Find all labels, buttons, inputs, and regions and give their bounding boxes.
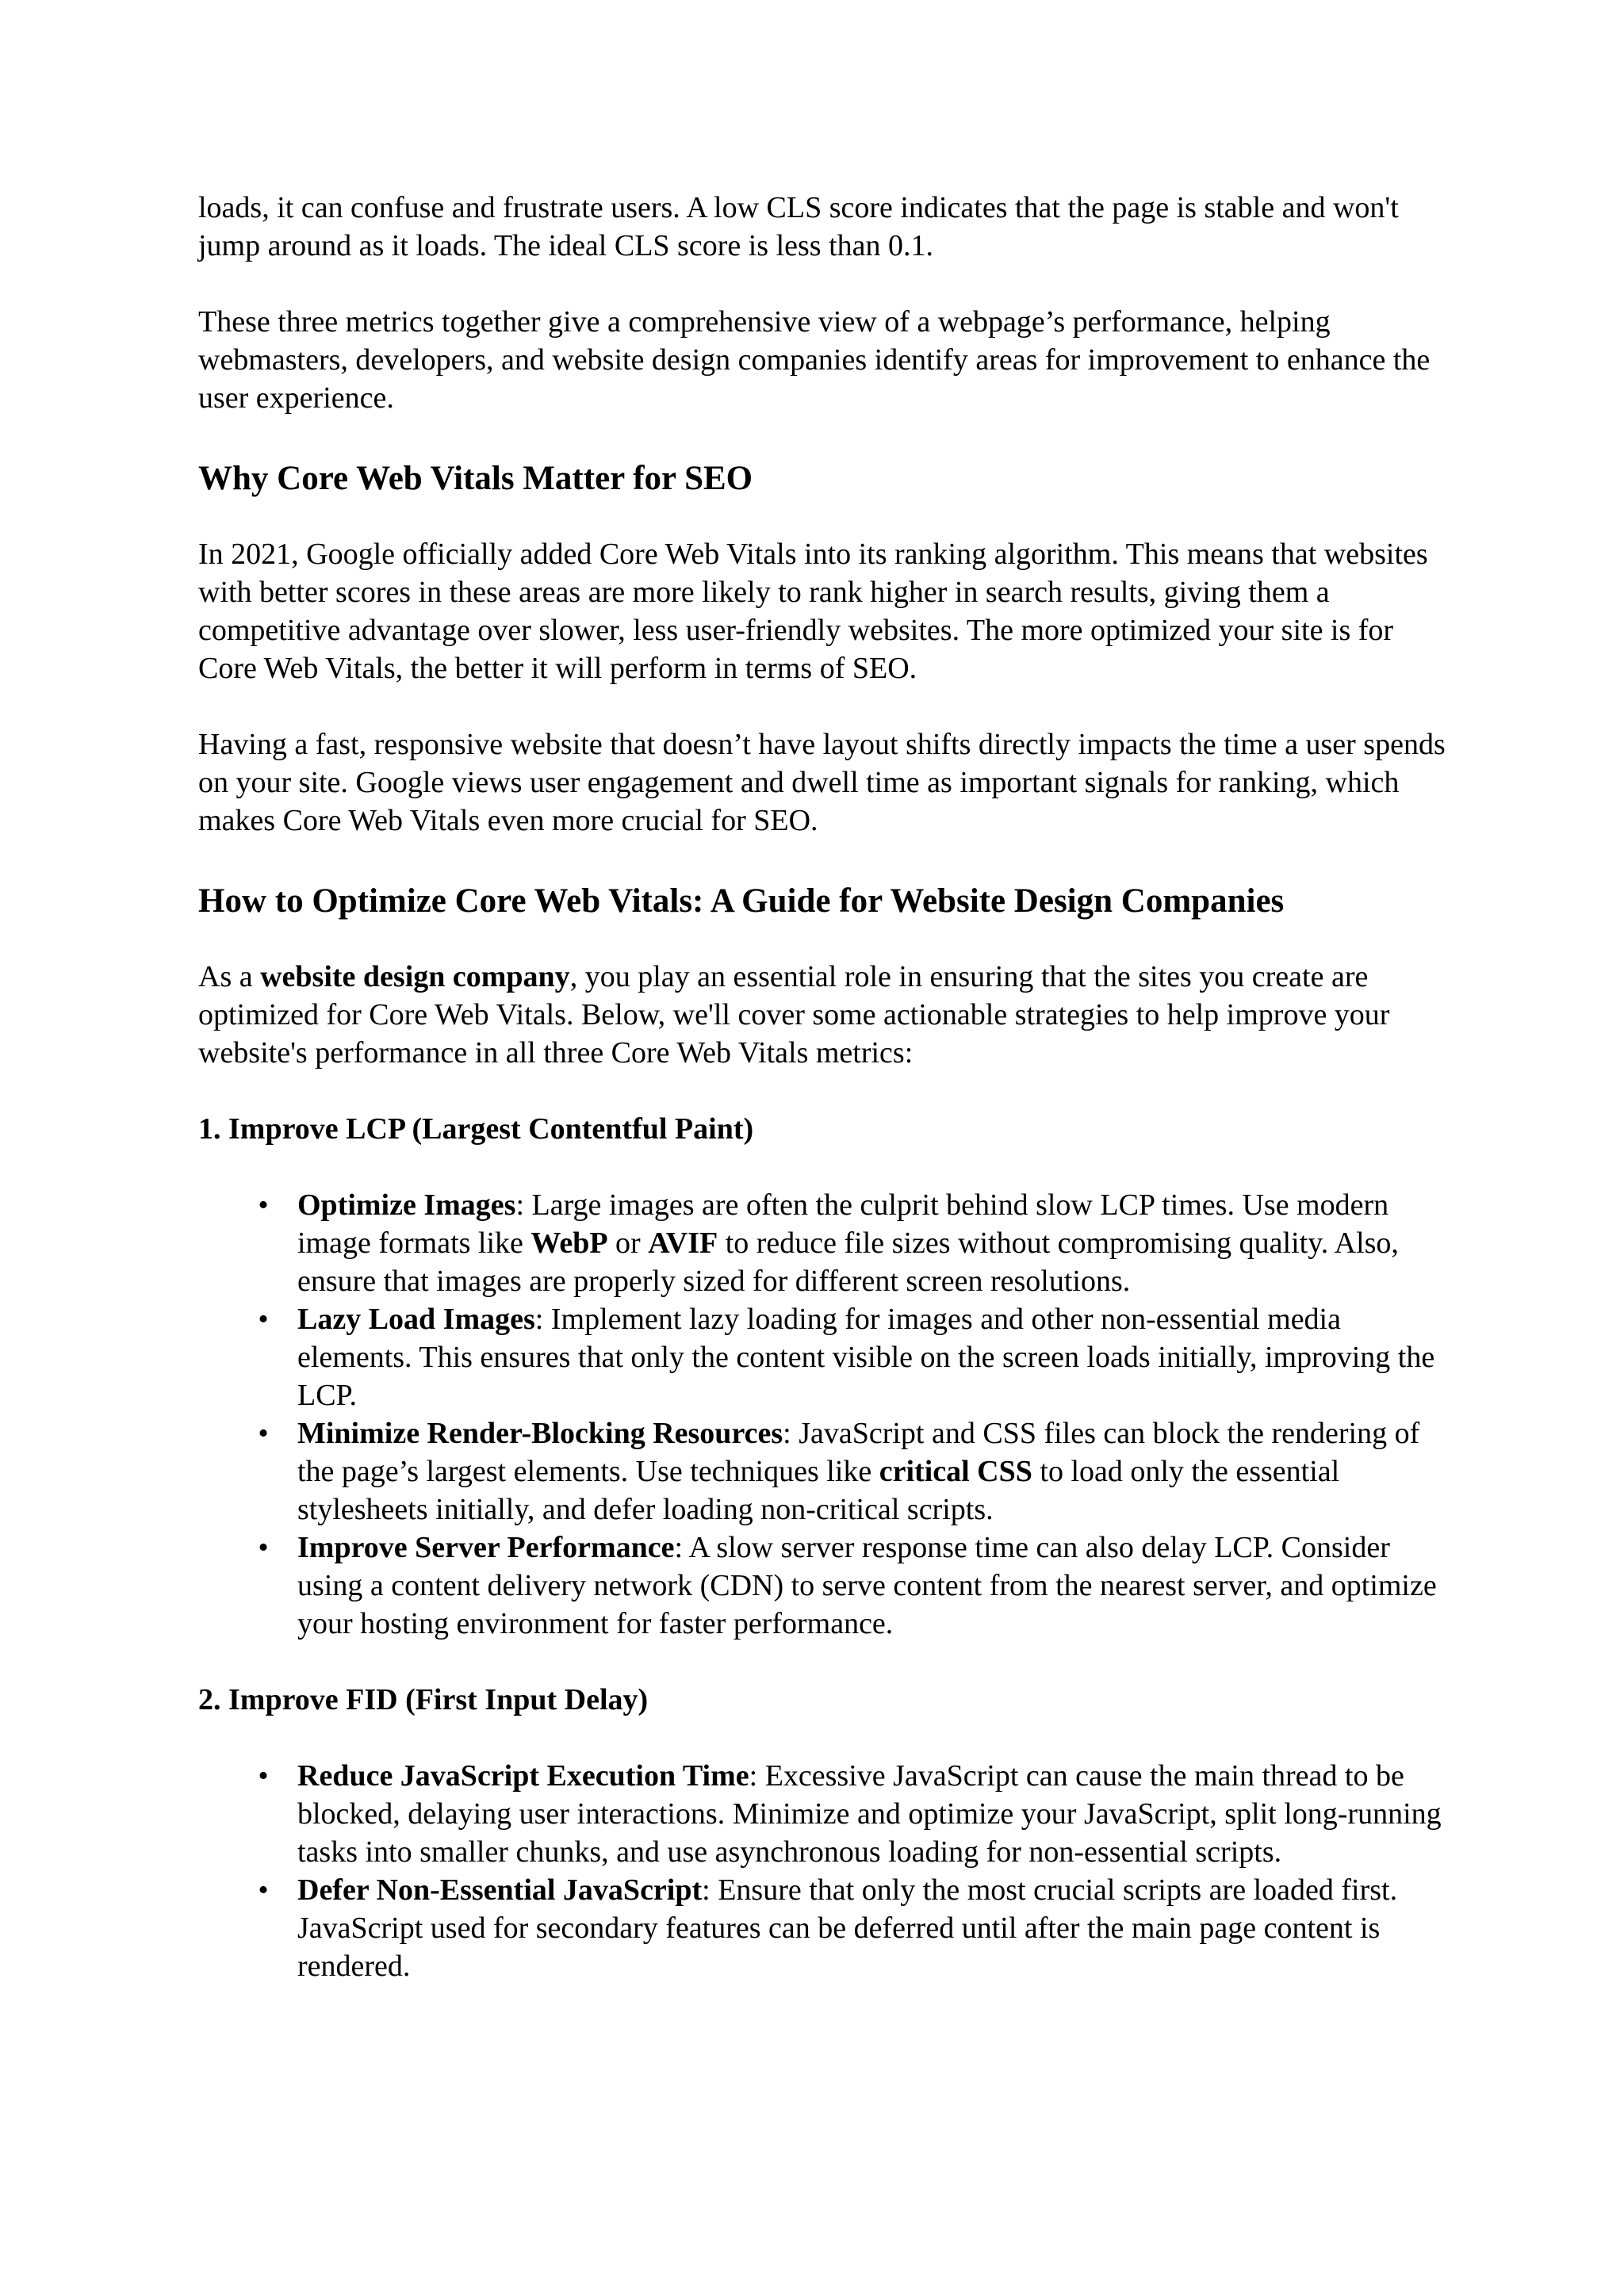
list-item-optimize-images (198, 1186, 1451, 1300)
list-item-title: Reduce JavaScript Execution Time (297, 1759, 749, 1793)
text-run: : Ensure that only the most crucial scripts are loaded first. JavaScript used for secondary features can be deferred until after the main page content is rendered. (297, 1873, 1398, 1983)
list-item-lazy-load (198, 1300, 1451, 1414)
text-run: , you play an essential role in ensuring that the sites you create are optimized for Core Web Vitals. Below, we'll cover some actionable strategies to help improve your website's performance in all three Core Web Vitals metrics: (198, 960, 1390, 1070)
text-run: : A slow server response time can also delay LCP. Consider using a content delivery network (CDN) to serve content from the nearest server, and optimize your hosting environment for faster performance. (297, 1531, 1437, 1640)
text-run: : Implement lazy loading for images and other non-essential media elements. This ensures that only the content visible on the screen loads initially, improving the LCP. (297, 1303, 1435, 1412)
heading-why-cwv-matter: Why Core Web Vitals Matter for SEO (198, 460, 753, 497)
bullet-icon: • (258, 1531, 269, 1564)
paragraph-google-ranking: In 2021, Google officially added Core Web Vitals into its ranking algorithm. This means that websites with better scores in these areas are more likely to rank higher in search results, giving them a competitive advantage over slower, less user-friendly websites. The more optimized your site is for Core Web Vitals, the better it will perform in terms of SEO. (198, 538, 1428, 685)
text-run: to load only the essential stylesheets initially, and defer loading non-critical scripts. (297, 1455, 1340, 1526)
lcp-strategy-list (198, 1186, 1451, 1643)
text-run: : Excessive JavaScript can cause the main thread to be blocked, delaying user interactions. Minimize and optimize your JavaScript, split long-running tasks into smaller chunks, and use asynchronous loading for non-essential scripts. (297, 1759, 1442, 1869)
bold-text: AVIF (648, 1226, 718, 1260)
bullet-icon: • (258, 1188, 269, 1222)
list-item-title: Optimize Images (297, 1188, 516, 1222)
document-page (198, 189, 1451, 1985)
text-run: As a (198, 960, 261, 993)
list-item-server-performance (198, 1529, 1451, 1643)
list-item-title: Defer Non-Essential JavaScript (297, 1873, 703, 1907)
heading-optimization-guide: How to Optimize Core Web Vitals: A Guide for Website Design Companies (198, 882, 1285, 920)
text-run: : Large images are often the culprit behind slow LCP times. Use modern image formats like (297, 1188, 1389, 1260)
heading-improve-lcp: 1. Improve LCP (Largest Contentful Paint) (198, 1112, 754, 1146)
bold-text: critical CSS (879, 1455, 1032, 1488)
list-item-title: Lazy Load Images (297, 1303, 535, 1336)
list-item-title: Improve Server Performance (297, 1531, 675, 1564)
list-item-title: Minimize Render-Blocking Resources (297, 1417, 783, 1450)
text-run: or (607, 1226, 649, 1260)
bold-text: website design company (260, 960, 570, 993)
bold-text: WebP (530, 1226, 608, 1260)
paragraph-metrics-summary: These three metrics together give a comprehensive view of a webpage’s performance, helping webmasters, developers, and website design companies identify areas for improvement to enhance the user experience. (198, 305, 1431, 415)
bullet-icon: • (258, 1873, 269, 1907)
bullet-icon: • (258, 1759, 269, 1793)
heading-improve-fid: 2. Improve FID (First Input Delay) (198, 1683, 649, 1716)
paragraph-user-engagement: Having a fast, responsive website that doesn’t have layout shifts directly impacts the time a user spends on your site. Google views user engagement and dwell time as important signals for ranking, which makes Core Web Vitals even more crucial for SEO. (198, 728, 1446, 837)
list-item-reduce-js (198, 1757, 1451, 1871)
list-item-render-blocking (198, 1414, 1451, 1529)
text-run: : JavaScript and CSS files can block the rendering of the page’s largest elements. Use techniques like (297, 1417, 1420, 1488)
bullet-icon: • (258, 1417, 269, 1450)
paragraph-design-company-role (198, 958, 1451, 1072)
fid-strategy-list (198, 1757, 1451, 1985)
text-run: to reduce file sizes without compromising quality. Also, ensure that images are properly sized for different screen resolutions. (297, 1226, 1399, 1298)
paragraph-cls-continuation: loads, it can confuse and frustrate users. A low CLS score indicates that the page is stable and won't jump around as it loads. The ideal CLS score is less than 0.1. (198, 191, 1399, 262)
list-item-defer-js (198, 1871, 1451, 1985)
bullet-icon: • (258, 1303, 269, 1336)
